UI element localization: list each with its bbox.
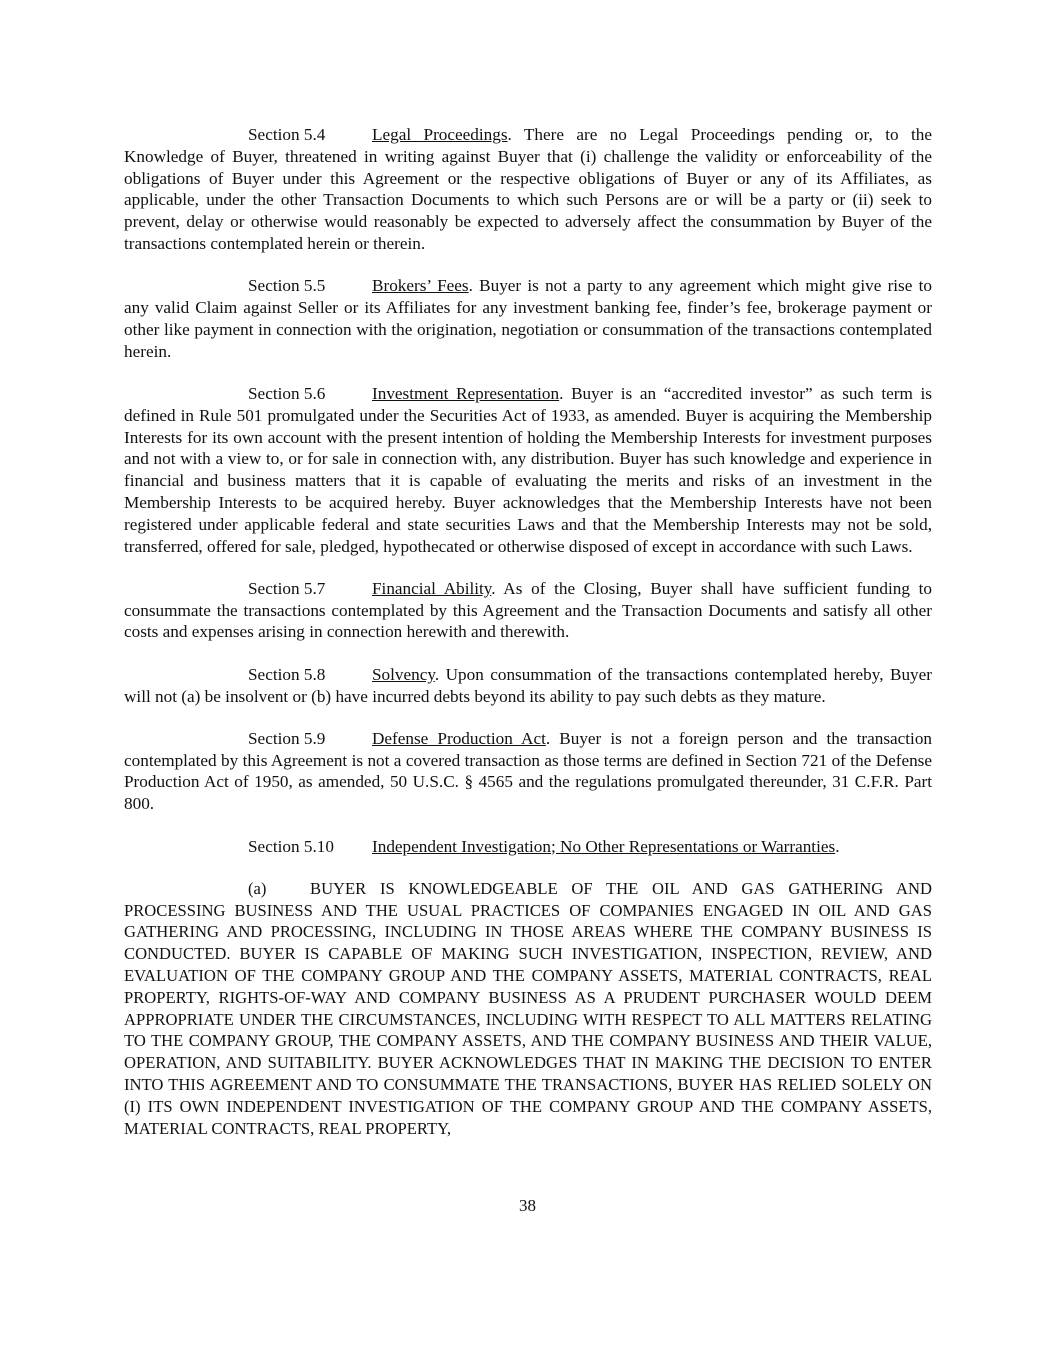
page-number: 38 — [519, 1196, 536, 1215]
section-body: . As of the Closing, Buyer shall have sufficient funding to consummate the transactions contemplated by this Agreement and the Transaction Documents and satisfy all other costs and expenses arising in connection herewith and therewith. — [124, 578, 933, 642]
section-5-6-paragraph — [124, 383, 932, 557]
section-label: Section 5.8 — [248, 664, 326, 684]
section-body: . There are no Legal Proceedings pending or, to the Knowledge of Buyer, threatened in writing against Buyer that (i) challenge the validity or enforceability of the obligations of Buyer under this Agreement or the respective obligations of Buyer or any of its Affiliates, as applicable, under the other Transaction Documents to which such Persons are or will be a party or (ii) seek to prevent, delay or otherwise would reasonably be expected to adversely affect the consummation by Buyer of the transactions contemplated herein or therein. — [124, 125, 932, 253]
section-body: . Upon consummation of the transactions contemplated hereby, Buyer will not (a) be insolvent or (b) have incurred debts beyond its ability to pay such debts as they mature. — [124, 664, 932, 706]
section-body: . Buyer is not a party to any agreement which might give rise to any valid Claim against Seller or its Affiliates for any investment banking fee, finder’s fee, brokerage payment or other like payment in connection with the origination, negotiation or consummation of the transactions contemplated herein. — [124, 276, 932, 361]
section-5-9-paragraph — [124, 728, 932, 815]
subsection-body: BUYER IS KNOWLEDGEABLE OF THE OIL AND GAS GATHERING AND PROCESSING BUSINESS AND THE USUAL PRACTICES OF COMPANIES ENGAGED IN OIL AND GAS GATHERING AND PROCESSING, INCLUDING IN THOSE AREAS WHERE THE COMPANY BUSINESS IS CONDUCTED. BUYER IS CAPABLE OF MAKING SUCH INVESTIGATION, INSPECTION, REVIEW, AND EVALUATION OF THE COMPANY GROUP AND THE COMPANY ASSETS, MATERIAL CONTRACTS, REAL PROPERTY, RIGHTS-OF-WAY AND COMPANY BUSINESS AS A PRUDENT PURCHASER WOULD DEEM APPROPRIATE UNDER THE CIRCUMSTANCES, INCLUDING WITH RESPECT TO ALL MATTERS RELATING TO THE COMPANY GROUP, THE COMPANY ASSETS, AND THE COMPANY BUSINESS AND THEIR VALUE, OPERATION, AND SUITABILITY. BUYER ACKNOWLEDGES THAT IN MAKING THE DECISION TO ENTER INTO THIS AGREEMENT AND TO CONSUMMATE THE TRANSACTIONS, BUYER HAS RELIED SOLELY ON (I) ITS OWN INDEPENDENT INVESTIGATION OF THE COMPANY GROUP AND THE COMPANY ASSETS, MATERIAL CONTRACTS, REAL PROPERTY, — [124, 878, 932, 1138]
section-body: . Buyer is an “accredited investor” as such term is defined in Rule 501 promulgated under the Securities Act of 1933, as amended. Buyer is acquiring the Membership Interests for its own account with the present intention of holding the Membership Interests for investment purposes and not with a view to, or for sale in connection with, any distribution. Buyer has such knowledge and experience in financial and business matters that it is capable of evaluating the merits and risks of an investment in the Membership Interests to be acquired hereby. Buyer acknowledges that the Membership Interests have not been registered under applicable federal and state securities Laws and that the Membership Interests may not be sold, transferred, offered for sale, pledged, hypothecated or otherwise disposed of except in accordance with such Laws. — [124, 383, 932, 556]
section-heading: Defense Production Act — [372, 728, 546, 748]
subsection-a-paragraph — [124, 878, 932, 1140]
section-heading: Solvency — [372, 664, 435, 684]
section-label: Section 5.7 — [248, 578, 326, 598]
section-label: Section 5.6 — [248, 383, 326, 403]
section-label: Section 5.9 — [248, 728, 326, 748]
subsection-label: (a) — [248, 878, 267, 898]
section-label: Section 5.4 — [248, 125, 326, 144]
section-body: . — [835, 836, 840, 856]
section-label: Section 5.5 — [248, 276, 326, 296]
section-heading: Brokers’ Fees — [372, 276, 469, 296]
section-5-8-paragraph — [124, 664, 932, 708]
section-heading: Investment Representation — [372, 383, 560, 403]
section-5-7-paragraph — [124, 578, 932, 643]
section-5-4-paragraph — [124, 124, 932, 255]
section-heading: Independent Investigation; No Other Representations or Warranties — [372, 836, 836, 856]
section-body: . Buyer is not a foreign person and the transaction contemplated by this Agreement is not a covered transaction as those terms are defined in Section 721 of the Defense Production Act of 1950, as amended, 50 U.S.C. § 4565 and the regulations promulgated thereunder, 31 C.F.R. Part 800. — [124, 728, 933, 814]
section-heading: Financial Ability — [372, 578, 492, 598]
section-heading: Legal Proceedings — [372, 125, 508, 144]
section-5-5-paragraph — [124, 275, 932, 362]
section-label: Section 5.10 — [248, 836, 334, 856]
section-5-10-paragraph — [124, 836, 932, 858]
document-page — [124, 124, 932, 1160]
